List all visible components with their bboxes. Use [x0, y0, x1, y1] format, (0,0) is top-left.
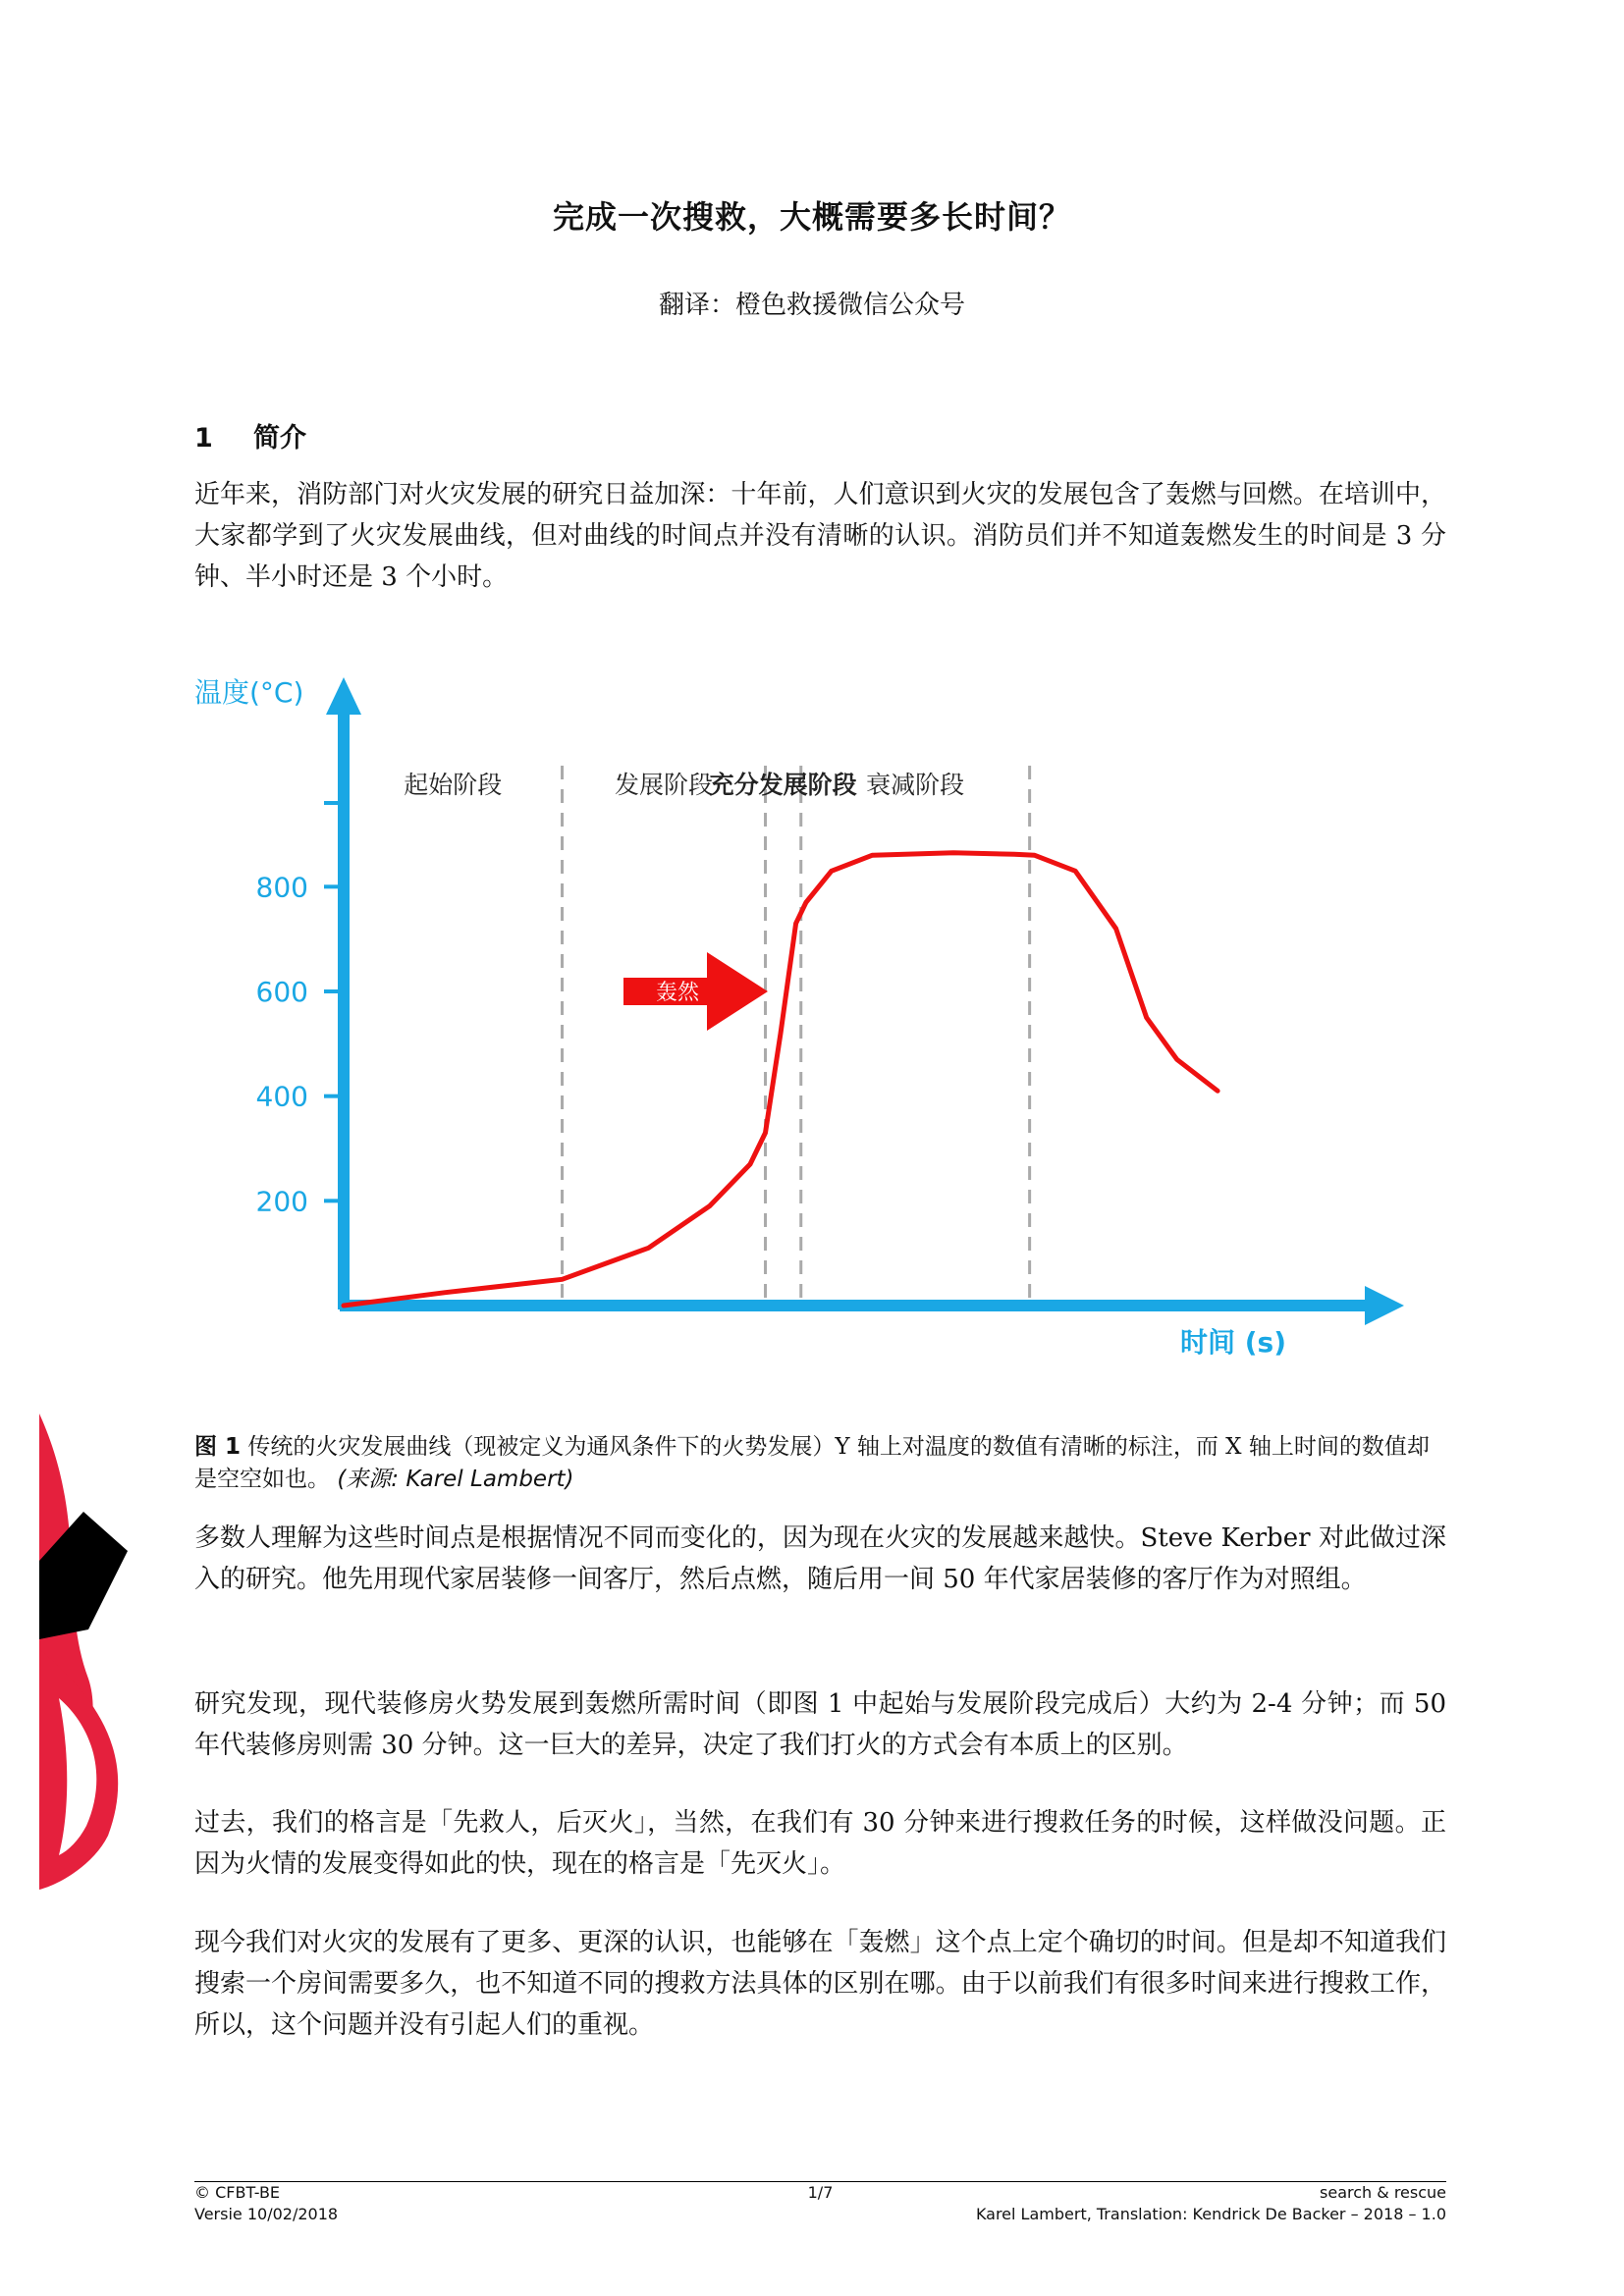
footer-authors: Karel Lambert, Translation: Kendrick De Backer – 2018 – 1.0: [975, 2205, 1446, 2223]
temperature-curve: [344, 853, 1218, 1306]
footer-topic: search & rescue: [1320, 2183, 1446, 2202]
figure-source: (来源: Karel Lambert): [337, 1467, 574, 1492]
figure-caption-text: 传统的火灾发展曲线（现被定义为通风条件下的火势发展）Y 轴上对温度的数值有清晰的标注，而 X 轴上时间的数值却是空空如也。: [194, 1434, 1430, 1492]
footer-version: Versie 10/02/2018: [194, 2205, 339, 2223]
y-axis-arrow: [326, 677, 361, 715]
page-subtitle: 翻译：橙色救援微信公众号: [658, 291, 965, 320]
footer-copyright: © CFBT-BE: [194, 2183, 281, 2202]
figure-label: 图 1: [194, 1434, 242, 1460]
phase-label: 充分发展阶段: [709, 771, 857, 799]
y-tick-label: 200: [255, 1185, 308, 1218]
y-tick-label: 800: [255, 871, 308, 904]
footer-page-number: 1/7: [807, 2183, 834, 2202]
section-title: 简介: [253, 423, 306, 454]
fire-development-chart: [187, 667, 1414, 1374]
paragraph-search-time: 现今我们对火灾的发展有了更多、更深的认识，也能够在「轰燃」这个点上定个确切的时间。但是却不知道我们搜索一个房间需要多久，也不知道不同的搜救方法具体的区别在哪。由于以前我们有很多时间来进行搜救工作，所以，这个问题并没有引起人们的重视。: [194, 1928, 1446, 2040]
page-title: 完成一次搜救，大概需要多长时间？: [552, 198, 1071, 236]
phase-label: 发展阶段: [615, 771, 714, 799]
x-axis-label: 时间 (s): [1179, 1326, 1286, 1359]
section-number: 1: [194, 423, 213, 454]
x-axis-arrow: [1365, 1286, 1404, 1325]
paragraph-kerber: 多数人理解为这些时间点是根据情况不同而变化的，因为现在火灾的发展越来越快。Steve Kerber 对此做过深入的研究。他先用现代家居装修一间客厅，然后点燃，随后用一间 50 年代家居装修的客厅作为对照组。: [194, 1523, 1446, 1594]
paragraph-findings: 研究发现，现代装修房火势发展到轰燃所需时间（即图 1 中起始与发展阶段完成后）大约为 2-4 分钟；而 50 年代装修房则需 30 分钟。这一巨大的差异，决定了我们打火的方式会有本质上的区别。: [194, 1689, 1446, 1760]
page-footer: [194, 2181, 1446, 2225]
phase-label: 起始阶段: [404, 771, 503, 799]
figure-caption: [194, 1431, 1446, 1496]
phase-label: 衰减阶段: [866, 771, 965, 799]
y-tick-label: 400: [255, 1080, 308, 1113]
paragraph-intro: 近年来，消防部门对火灾发展的研究日益加深：十年前，人们意识到火灾的发展包含了轰燃与回燃。在培训中，大家都学到了火灾发展曲线，但对曲线的时间点并没有清晰的认识。消防员们并不知道轰燃发生的时间是 3 分钟、半小时还是 3 个小时。: [194, 480, 1446, 592]
paragraph-motto: 过去，我们的格言是「先救人，后灭火」，当然，在我们有 30 分钟来进行搜救任务的时候，这样做没问题。正因为火情的发展变得如此的快，现在的格言是「先灭火」。: [194, 1808, 1446, 1879]
y-tick-label: 600: [255, 976, 308, 1008]
y-axis-label: 温度(°C): [194, 676, 304, 709]
section-heading: [194, 416, 306, 454]
flame-logo: [0, 1404, 157, 1895]
flashover-label: 轰然: [655, 981, 700, 1005]
